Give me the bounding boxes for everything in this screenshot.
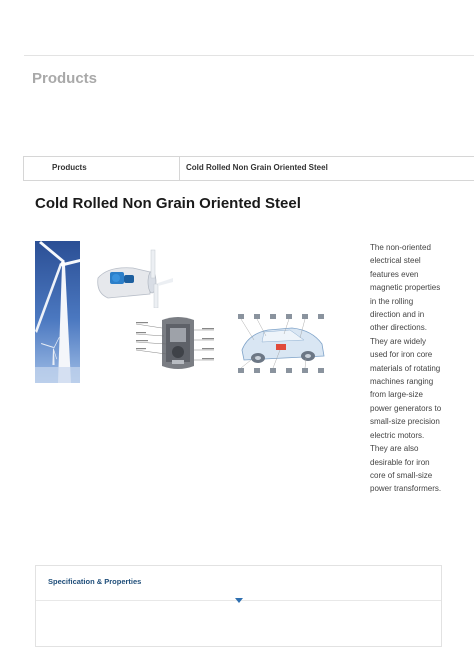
breadcrumb-current: Cold Rolled Non Grain Oriented Steel	[186, 163, 328, 172]
section-title: Products	[32, 70, 98, 87]
chevron-down-icon[interactable]	[235, 598, 243, 603]
breadcrumb	[23, 156, 474, 181]
page-title: Cold Rolled Non Grain Oriented Steel	[35, 195, 301, 212]
breadcrumb-products-link[interactable]: Products	[52, 163, 87, 172]
compressor-cutaway-image	[132, 310, 218, 374]
car-cutaway-image	[234, 310, 330, 376]
spec-properties-title[interactable]: Specification & Properties	[48, 577, 142, 586]
spec-properties-panel[interactable]	[35, 565, 442, 647]
product-description: The non-oriented electrical steel features even magnetic properties in the rolling direction and in other directions. They are widely used for iron core materials of rotating machines ranging from large-size power generators to small-size precision electric motors. They are also desirable for iron core of small-size power transformers.	[370, 243, 442, 494]
nacelle-cutaway-image	[88, 248, 173, 308]
top-divider	[24, 55, 474, 56]
wind-turbine-image	[35, 241, 80, 383]
breadcrumb-separator	[179, 157, 180, 180]
